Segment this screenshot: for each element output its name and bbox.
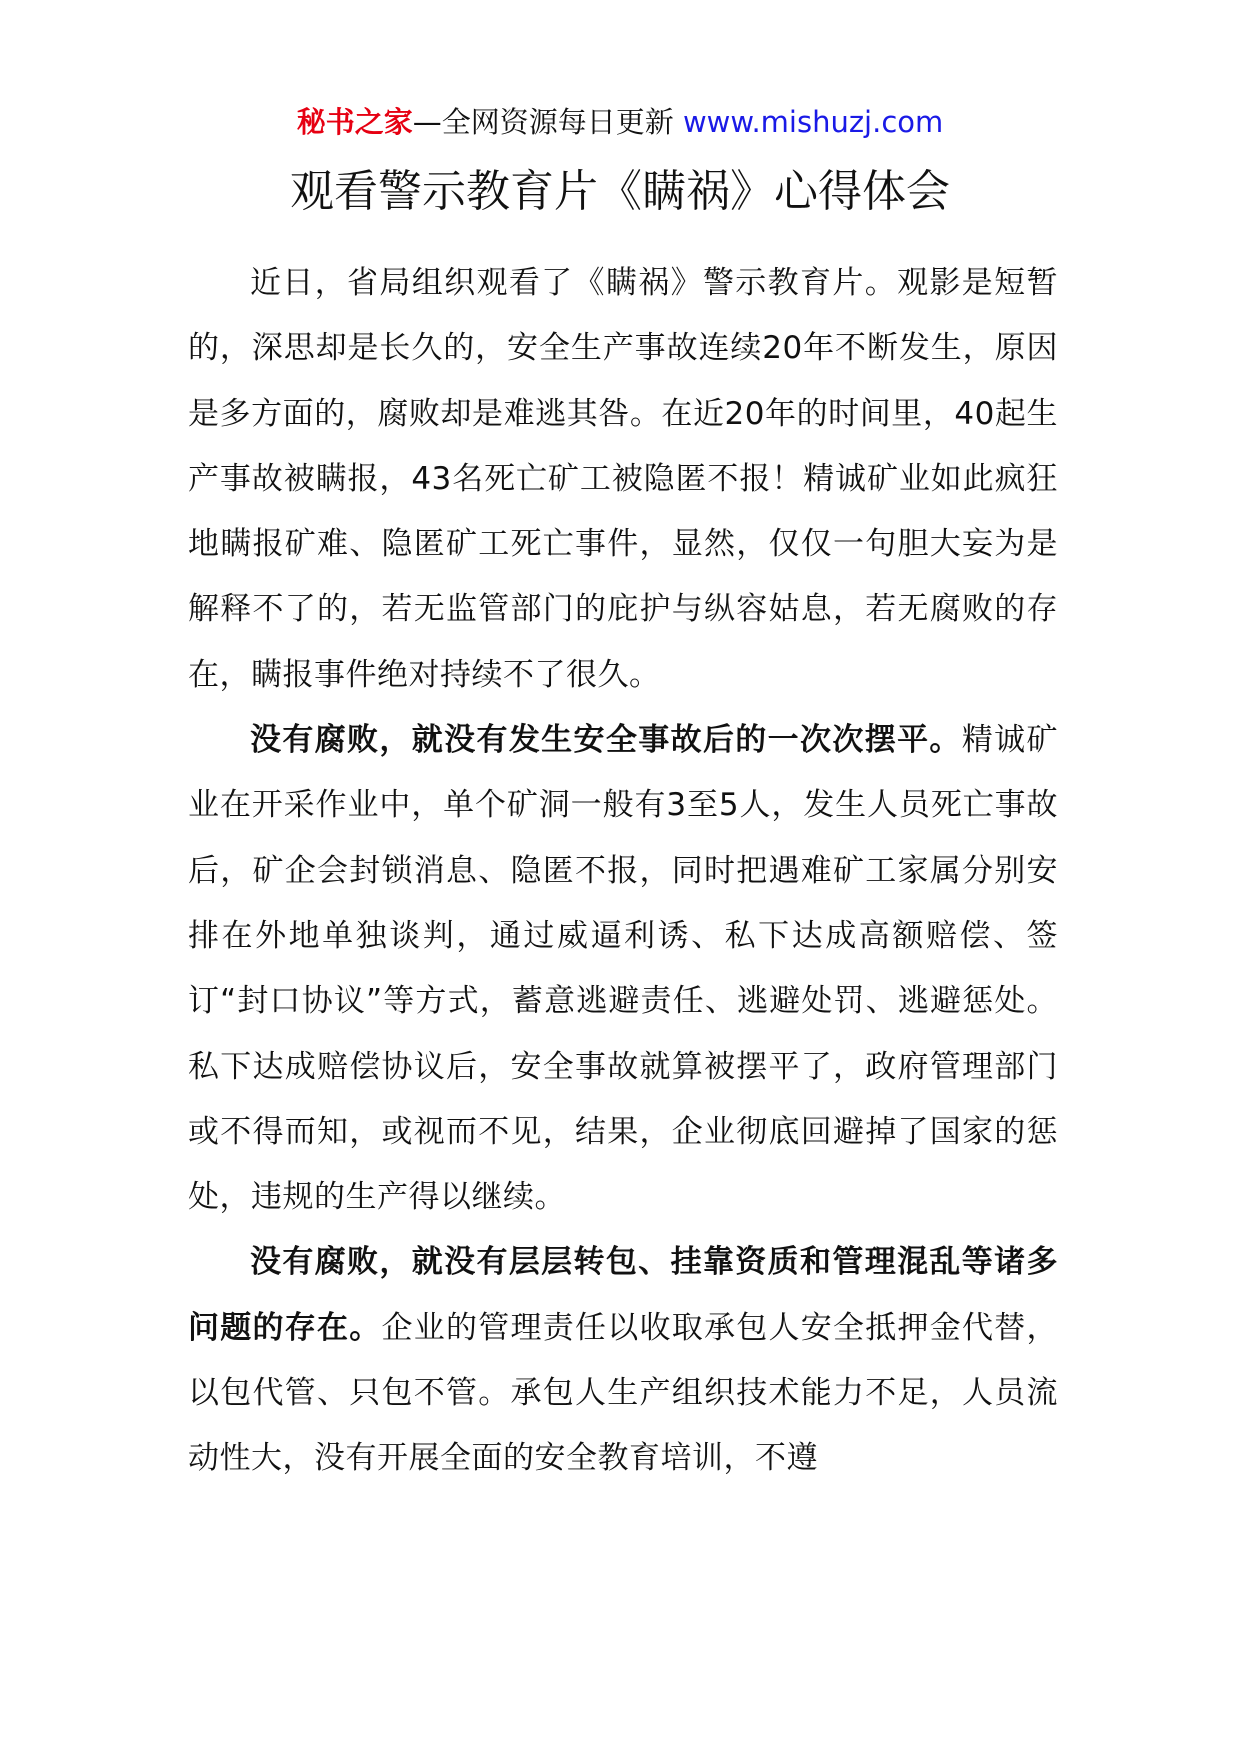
document-title: 观看警示教育片《瞒祸》心得体会 <box>290 166 950 217</box>
paragraph-3 <box>188 1230 1058 1491</box>
brand-name: 秘书之家 <box>296 105 413 139</box>
site-url-link[interactable]: www.mishuzj.com <box>682 105 944 139</box>
paragraph-text: 近日，省局组织观看了《瞒祸》警示教育片。观影是短暂的，深思却是长久的，安全生产事故连续20年不断发生，原因是多方面的，腐败却是难逃其咎。在近20年的时间里，40起生产事故被瞒报，43名死亡矿工被隐匿不报！精诚矿业如此疯狂地瞒报矿难、隐匿矿工死亡事件，显然，仅仅一句胆大妄为是解释不了的，若无监管部门的庇护与纵容姑息，若无腐败的存在，瞒报事件绝对持续不了很久。 <box>188 265 1058 693</box>
header-tagline: —全网资源每日更新 <box>412 105 683 139</box>
paragraph-1 <box>188 251 1058 708</box>
paragraph-text: 精诚矿业在开采作业中，单个矿洞一般有3至5人，发生人员死亡事故后，矿企会封锁消息、隐匿不报，同时把遇难矿工家属分别安排在外地单独谈判，通过威逼利诱、私下达成高额赔偿、签订“封口协议”等方式，蓄意逃避责任、逃避处罚、逃避惩处。私下达成赔偿协议后，安全事故就算被摆平了，政府管理部门或不得而知，或视而不见，结果，企业彻底回避掉了国家的惩处，违规的生产得以继续。 <box>188 722 1059 1216</box>
paragraph-lead: 没有腐败，就没有层层转包、挂靠资质和管理混乱等诸多问题的存在。 <box>188 1244 1058 1346</box>
site-header <box>0 100 1240 144</box>
paragraph-text: 企业的管理责任以收取承包人安全抵押金代替，以包代管、只包不管。承包人生产组织技术能力不足，人员流动性大，没有开展全面的安全教育培训，不遵 <box>188 1309 1058 1477</box>
document-body <box>188 251 1058 1492</box>
paragraph-lead: 没有腐败，就没有发生安全事故后的一次次摆平。 <box>250 722 962 759</box>
paragraph-2 <box>188 708 1058 1230</box>
